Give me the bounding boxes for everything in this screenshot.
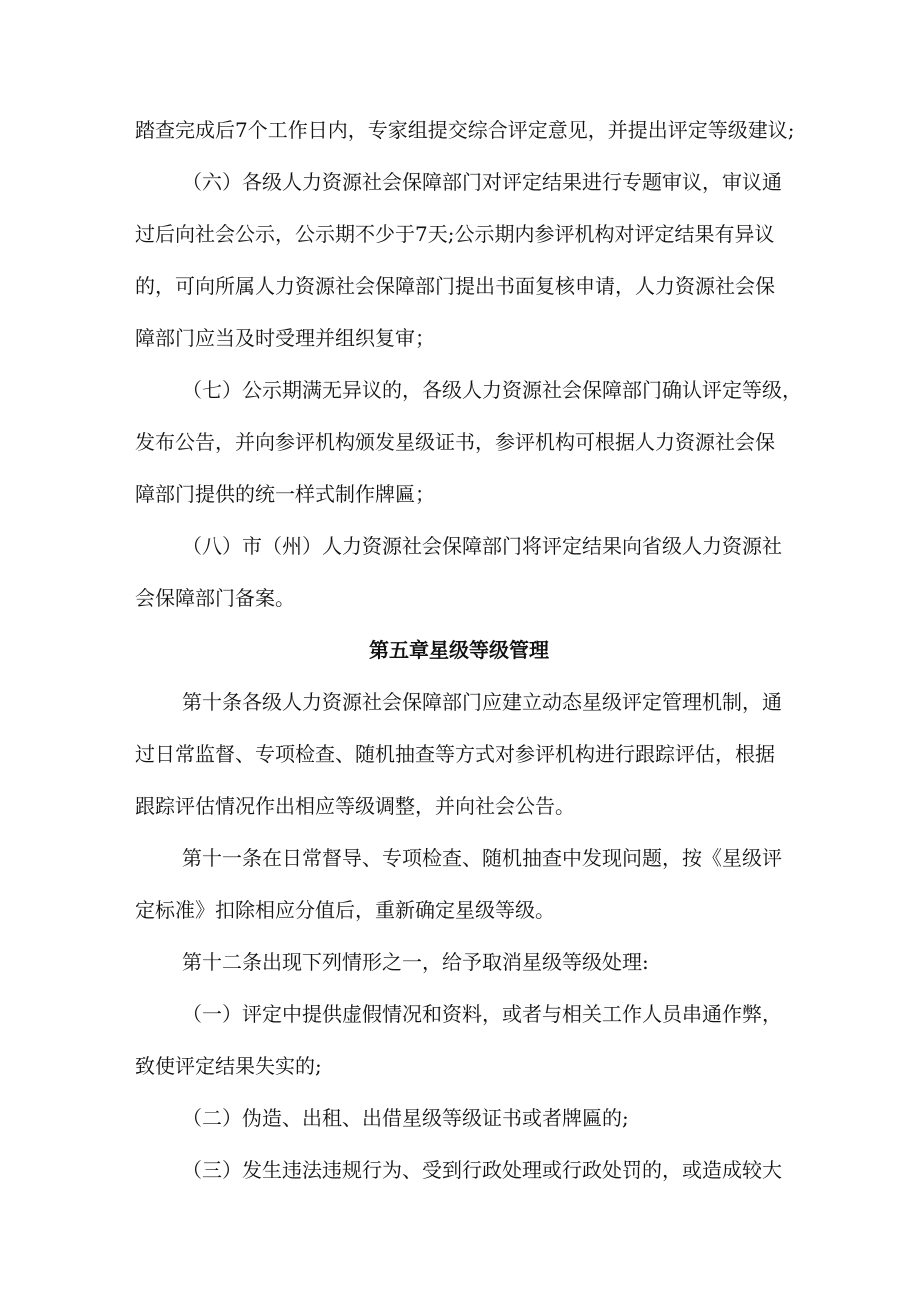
body-line-14: 跟踪评估情况作出相应等级调整，并向社会公告。 <box>135 794 575 818</box>
body-line-15: 第十一条在日常督导、专项检查、随机抽查中发现问题，按《星级评 <box>182 846 782 870</box>
body-line-6: （七）公示期满无异议的，各级人力资源社会保障部门确认评定等级， <box>182 378 802 402</box>
body-line-9: （八）市（州）人力资源社会保障部门将评定结果向省级人力资源社 <box>182 534 782 558</box>
body-line-1: 踏查完成后7个工作日内，专家组提交综合评定意见，并提出评定等级建议; <box>135 118 795 142</box>
body-line-16: 定标准》扣除相应分值后，重新确定星级等级。 <box>135 898 555 922</box>
body-line-18: （一）评定中提供虚假情况和资料，或者与相关工作人员串通作弊， <box>182 1002 782 1026</box>
body-line-12: 第十条各级人力资源社会保障部门应建立动态星级评定管理机制，通 <box>182 690 782 714</box>
body-line-20: （二）伪造、出租、出借星级等级证书或者牌匾的; <box>182 1106 629 1130</box>
body-line-2: （六）各级人力资源社会保障部门对评定结果进行专题审议，审议通 <box>182 170 782 194</box>
body-line-3: 过后向社会公示，公示期不少于7天;公示期内参评机构对评定结果有异议 <box>135 222 775 246</box>
body-line-21: （三）发生违法违规行为、受到行政处理或行政处罚的，或造成较大 <box>182 1158 782 1182</box>
body-line-5: 障部门应当及时受理并组织复审； <box>135 326 435 350</box>
body-line-7: 发布公告，并向参评机构颁发星级证书，参评机构可根据人力资源社会保 <box>135 430 775 454</box>
body-line-17: 第十二条出现下列情形之一，给予取消星级等级处理: <box>182 950 649 974</box>
body-line-13: 过日常监督、专项检查、随机抽查等方式对参评机构进行跟踪评估，根据 <box>135 742 775 766</box>
chapter-heading: 第五章星级等级管理 <box>369 638 549 662</box>
body-line-4: 的，可向所属人力资源社会保障部门提出书面复核申请，人力资源社会保 <box>135 274 775 298</box>
body-line-19: 致使评定结果失实的; <box>135 1054 322 1078</box>
body-line-10: 会保障部门备案。 <box>135 586 295 610</box>
body-line-8: 障部门提供的统一样式制作牌匾； <box>135 482 435 506</box>
